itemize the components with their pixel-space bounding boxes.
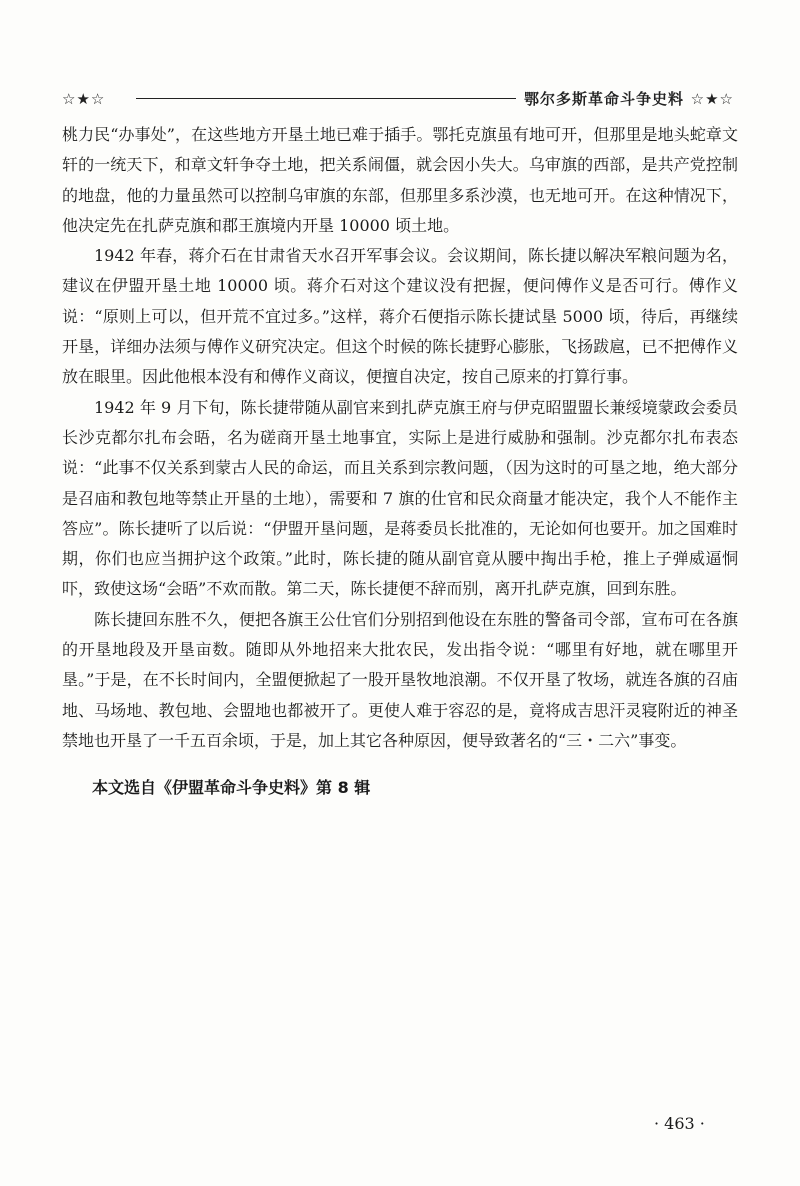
source-note: 本文选自《伊盟革命斗争史料》第 8 辑 xyxy=(92,778,371,797)
header-rule xyxy=(136,98,516,99)
paragraph-1: 桃力民“办事处”，在这些地方开垦土地已难于插手。鄂托克旗虽有地可开，但那里是地头蛇章文轩的一统天下，和章文轩争夺土地，把关系闹僵，就会因小失大。乌审旗的西部，是共产党控制的地盘，他的力量虽然可以控制乌审旗的东部，但那里多系沙漠，也无地可开。在这种情况下，他决定先在扎萨克旗和郡王旗境内开垦 10000 顷土地。 xyxy=(62,125,738,235)
page-number: · 463 · xyxy=(654,1114,705,1133)
body-text xyxy=(62,120,738,756)
header-stars-left: ☆★☆ xyxy=(62,90,106,108)
paragraph-4: 陈长捷回东胜不久，便把各旗王公仕官们分别招到他设在东胜的警备司令部，宣布可在各旗的开垦地段及开垦亩数。随即从外地招来大批农民，发出指令说：“哪里有好地，就在哪里开垦。”于是，在不长时间内，全盟便掀起了一股开垦牧地浪潮。不仅开垦了牧场，就连各旗的召庙地、马场地、教包地、会盟地也都被开了。更使人难于容忍的是，竟将成吉思汗灵寝附近的神圣禁地也开垦了一千五百余顷，于是，加上其它各种原因，便导致著名的“三・二六”事变。 xyxy=(62,609,738,750)
header-stars-right: ☆★☆ xyxy=(690,90,734,108)
running-header xyxy=(62,86,734,112)
paragraph-3: 1942 年 9 月下旬，陈长捷带随从副官来到扎萨克旗王府与伊克昭盟盟长兼绥境蒙政会委员长沙克都尔扎布会晤，名为磋商开垦土地事宜，实际上是进行威胁和强制。沙克都尔扎布表态说：“此事不仅关系到蒙古人民的命运，而且关系到宗教问题，（因为这时的可垦之地，绝大部分是召庙和教包地等禁止开垦的土地），需要和 7 旗的仕官和民众商量才能决定，我个人不能作主答应”。陈长捷听了以后说：“伊盟开垦问题，是蒋委员长批准的，无论如何也要开。加之国难时期，你们也应当拥护这个政策。”此时，陈长捷的随从副官竟从腰中掏出手枪，推上子弹威逼恫吓，致使这场“会晤”不欢而散。第二天，陈长捷便不辞而别，离开扎萨克旗，回到东胜。 xyxy=(62,397,738,599)
paragraph-2: 1942 年春，蒋介石在甘肃省天水召开军事会议。会议期间，陈长捷以解决军粮问题为名，建议在伊盟开垦土地 10000 顷。蒋介石对这个建议没有把握，便问傅作义是否可行。傅作义说：“原则上可以，但开荒不宜过多。”这样，蒋介石便指示陈长捷试垦 5000 顷，待后，再继续开垦，详细办法须与傅作义研究决定。但这个时候的陈长捷野心膨胀，飞扬跋扈，已不把傅作义放在眼里。因此他根本没有和傅作义商议，便擅自决定，按自己原来的打算行事。 xyxy=(62,246,738,387)
header-title: 鄂尔多斯革命斗争史料 xyxy=(524,90,685,108)
